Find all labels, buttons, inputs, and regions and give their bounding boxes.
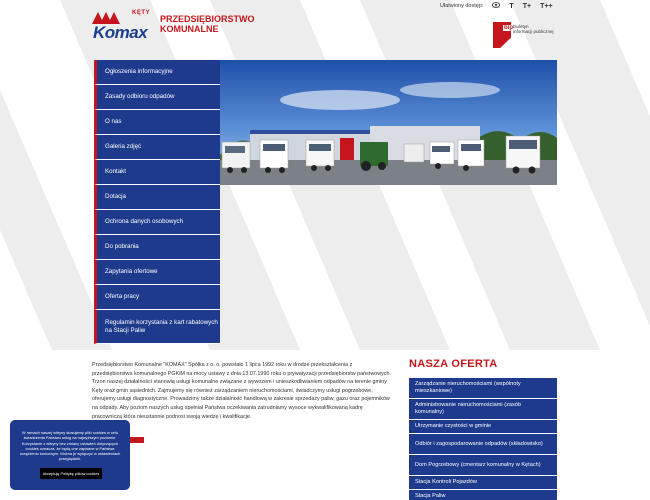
nav-item-zapytania[interactable]: Zapytania ofertowe — [94, 260, 220, 285]
offer-item-odbior-odpadow[interactable]: Odbiór i zagospodarowanie odpadów (składowisko) — [409, 434, 557, 455]
nav-item-do-pobrania[interactable]: Do pobrania — [94, 235, 220, 260]
offer-item-stacja-kontroli[interactable]: Stacja Kontroli Pojazdów — [409, 476, 557, 490]
offer-title: NASZA OFERTA — [409, 358, 498, 370]
offer-item-utrzymanie-czystosci[interactable]: Utrzymanie czystości w gminie — [409, 420, 557, 434]
nav-item-galeria[interactable]: Galeria zdjęć — [94, 135, 220, 160]
font-larger-icon[interactable]: T+ — [522, 2, 532, 10]
font-largest-icon[interactable]: T++ — [540, 2, 553, 10]
nav-item-dotacja[interactable]: Dotacja — [94, 185, 220, 210]
read-more-marker[interactable] — [130, 437, 144, 443]
offer-item-stacja-paliw[interactable]: Stacja Paliw — [409, 490, 557, 500]
nav-item-zasady-odbioru[interactable]: Zasady odbioru odpadów — [94, 85, 220, 110]
bip-label: bip — [504, 25, 513, 31]
komax-logo[interactable] — [92, 10, 154, 40]
nav-item-regulamin[interactable]: Regulamin korzystania z kart rabatowych na Stacji Paliw — [94, 310, 220, 344]
accept-cookies-button[interactable]: Akceptuję Politykę plików cookies — [40, 468, 102, 479]
bip-text-line1: biuletyn — [513, 24, 529, 29]
site-header — [0, 0, 650, 58]
company-name-line2: KOMUNALNE — [160, 24, 219, 34]
company-name — [160, 14, 255, 34]
logo-wordmark: Komax — [93, 23, 148, 42]
bip-link[interactable] — [493, 22, 557, 48]
nav-item-o-nas[interactable]: O nas — [94, 110, 220, 135]
nav-item-kontakt[interactable]: Kontakt — [94, 160, 220, 185]
nav-item-ochrona-danych[interactable]: Ochrona danych osobowych — [94, 210, 220, 235]
offer-item-dom-pogrzebowy[interactable]: Dom Pogrzebowy (cmentarz komunalny w Kętach) — [409, 455, 557, 476]
font-normal-icon[interactable]: T — [509, 2, 514, 10]
main-navigation — [94, 60, 220, 344]
offer-item-administrowanie[interactable]: Administrowanie nieruchomościami (zasób komunalny) — [409, 399, 557, 420]
cookie-text: W ramach naszej witryny stosujemy pliki cookies w celu świadczenia Państwu usług na najwyższym poziomie. Korzystanie z witryny bez zmiany ustawień dotyczących cookies oznacza, że będą one zapisane w Państwa urządzeniu końcowym. Można je wyłączyć w ustawieniach przeglądarki. — [19, 430, 121, 462]
company-name-line1: PRZEDSIĘBIORSTWO — [160, 14, 255, 24]
bip-text-line2: informacji publicznej — [513, 29, 554, 34]
fleet-banner-image — [220, 60, 557, 185]
offer-item-zarzadzanie[interactable]: Zarządzanie nieruchomościami (wspólnoty mieszkaniowe) — [409, 378, 557, 399]
about-text: Przedsiębiorstwo Komunalne "KOMAX" Spółka z o. o. powstało 1 lipca 1992 roku w drodze przekształcenia z przedsiębiorstwa komunalnego PGKiM na mocy ustawy z dnia 13.07.1990 roku o prywatyzacji przedsiębiorstw państwowych. Trzon naszej działalności stanowią usługi komunalne związane z wywozem i unieszkodliwianiem odpadów na terenie gminy Kęty oraz gmin sąsiednich. Zajmujemy się również zarządzaniem nieruchomościami, świadczymy usługi pogrzebowe, oferujemy usługi diagnostyczne. Prowadzimy także działalność handlową w zakresie sprzedaży paliw, gazu oraz pojemników na odpady. Aby poziom naszych usług spełniał Państwa oczekiwania zatrudniamy wysoce wykwalifikowaną kadrę pracowniczą która nieustannie podnosi swoją wiedzę i kwalifikacje. — [92, 362, 392, 420]
nav-item-oferta-pracy[interactable]: Oferta pracy — [94, 285, 220, 310]
nav-item-ogloszenia[interactable]: Ogłoszenia informacyjne — [94, 60, 220, 85]
accessibility-label: Ułatwiony dostęp: — [440, 3, 484, 9]
offer-section — [409, 358, 557, 500]
bip-text — [513, 24, 554, 34]
logo-kety-text: KĘTY — [132, 10, 151, 16]
accessibility-bar — [440, 2, 553, 10]
eye-icon[interactable] — [492, 2, 500, 10]
cookie-banner — [10, 420, 130, 490]
